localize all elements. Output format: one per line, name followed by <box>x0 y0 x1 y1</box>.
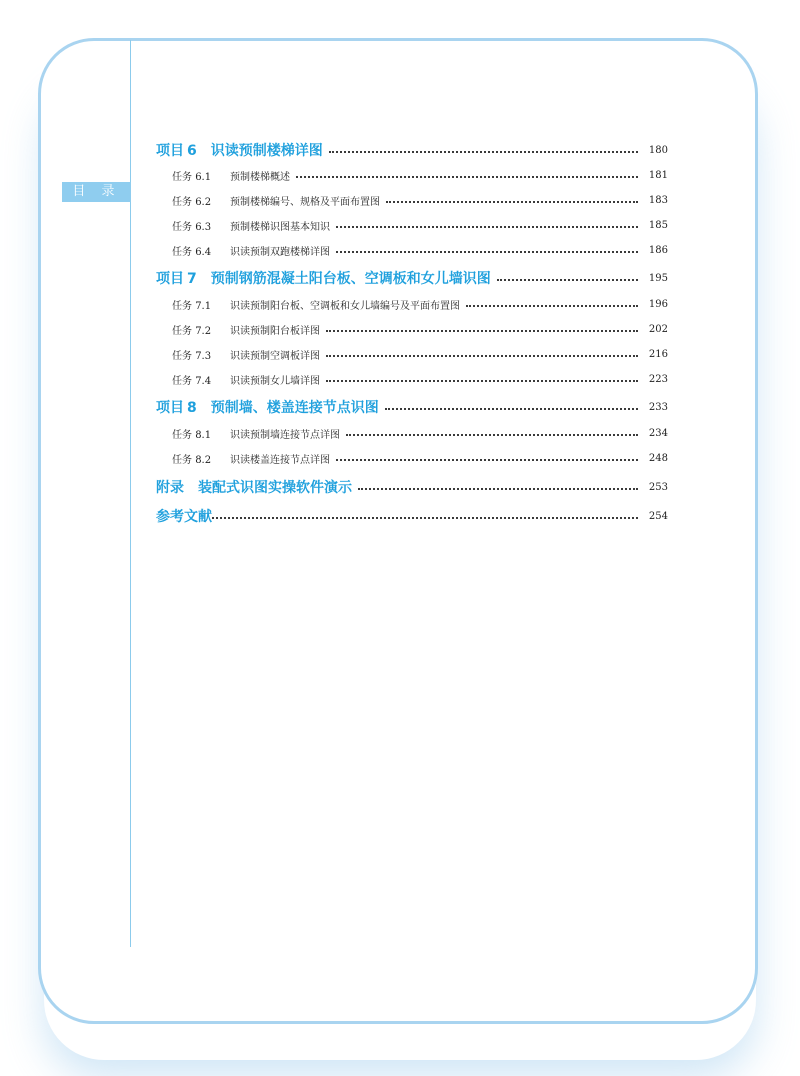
page-number: 233 <box>648 401 668 413</box>
toc-task-7-1[interactable] <box>156 293 668 315</box>
chapter-label: 项目 7 预制钢筋混凝土阳台板、空调板和女儿墙识图 <box>156 271 491 287</box>
task-label: 任务 8.1 识读预制墙连接节点详图 <box>172 429 340 441</box>
toc-task-7-2[interactable] <box>156 318 668 340</box>
dot-leader <box>326 330 638 332</box>
page-number: 186 <box>648 244 668 256</box>
task-label: 任务 7.4 识读预制女儿墙详图 <box>172 375 320 387</box>
dot-leader <box>346 434 638 436</box>
toc-task-7-4[interactable] <box>156 368 668 390</box>
toc-task-8-2[interactable] <box>156 447 668 469</box>
dot-leader <box>497 279 638 281</box>
chapter-label: 项目 8 预制墙、楼盖连接节点识图 <box>156 400 379 416</box>
toc-task-8-1[interactable] <box>156 422 668 444</box>
dot-leader <box>329 151 638 153</box>
page-number: 181 <box>648 169 668 181</box>
toc-task-6-3[interactable] <box>156 214 668 236</box>
chapter-label: 项目 6 识读预制楼梯详图 <box>156 143 323 159</box>
margin-rule <box>130 40 131 947</box>
task-label: 任务 7.3 识读预制空调板详图 <box>172 350 320 362</box>
page-number: 234 <box>648 427 668 439</box>
dot-leader <box>466 305 638 307</box>
dot-leader <box>386 201 638 203</box>
task-label: 任务 8.2 识读楼盖连接节点详图 <box>172 454 330 466</box>
task-label: 任务 6.2 预制楼梯编号、规格及平面布置图 <box>172 196 380 208</box>
page-number: 202 <box>648 323 668 335</box>
page-number: 196 <box>648 298 668 310</box>
dot-leader <box>336 251 638 253</box>
toc-appendix[interactable] <box>156 476 668 498</box>
page-number: 195 <box>648 272 668 284</box>
contents-tab: 目 录 <box>62 182 131 202</box>
dot-leader <box>326 380 638 382</box>
task-label: 任务 7.1 识读预制阳台板、空调板和女儿墙编号及平面布置图 <box>172 300 460 312</box>
page-number: 180 <box>648 144 668 156</box>
toc-chapter-8[interactable] <box>156 396 668 418</box>
page-number: 223 <box>648 373 668 385</box>
dot-leader <box>358 488 638 490</box>
task-label: 任务 7.2 识读预制阳台板详图 <box>172 325 320 337</box>
page-number: 183 <box>648 194 668 206</box>
dot-leader <box>336 226 638 228</box>
task-label: 任务 6.3 预制楼梯识图基本知识 <box>172 221 330 233</box>
task-label: 任务 6.1 预制楼梯概述 <box>172 171 290 183</box>
toc-chapter-7[interactable] <box>156 267 668 289</box>
page-number: 253 <box>648 481 668 493</box>
dot-leader <box>385 408 638 410</box>
dot-leader <box>336 459 638 461</box>
dot-leader <box>326 355 638 357</box>
dot-leader <box>296 176 638 178</box>
toc-references[interactable] <box>156 505 668 527</box>
toc-task-7-3[interactable] <box>156 343 668 365</box>
page-number: 185 <box>648 219 668 231</box>
page-number: 254 <box>648 510 668 522</box>
page-number: 216 <box>648 348 668 360</box>
dot-leader <box>212 517 638 519</box>
toc-task-6-2[interactable] <box>156 189 668 211</box>
toc-chapter-6[interactable] <box>156 139 668 161</box>
toc-task-6-1[interactable] <box>156 164 668 186</box>
task-label: 任务 6.4 识读预制双跑楼梯详图 <box>172 246 330 258</box>
page-number: 248 <box>648 452 668 464</box>
toc-task-6-4[interactable] <box>156 239 668 261</box>
appendix-label: 附录 装配式识图实操软件演示 <box>156 480 352 496</box>
references-label: 参考文献 <box>156 509 212 525</box>
